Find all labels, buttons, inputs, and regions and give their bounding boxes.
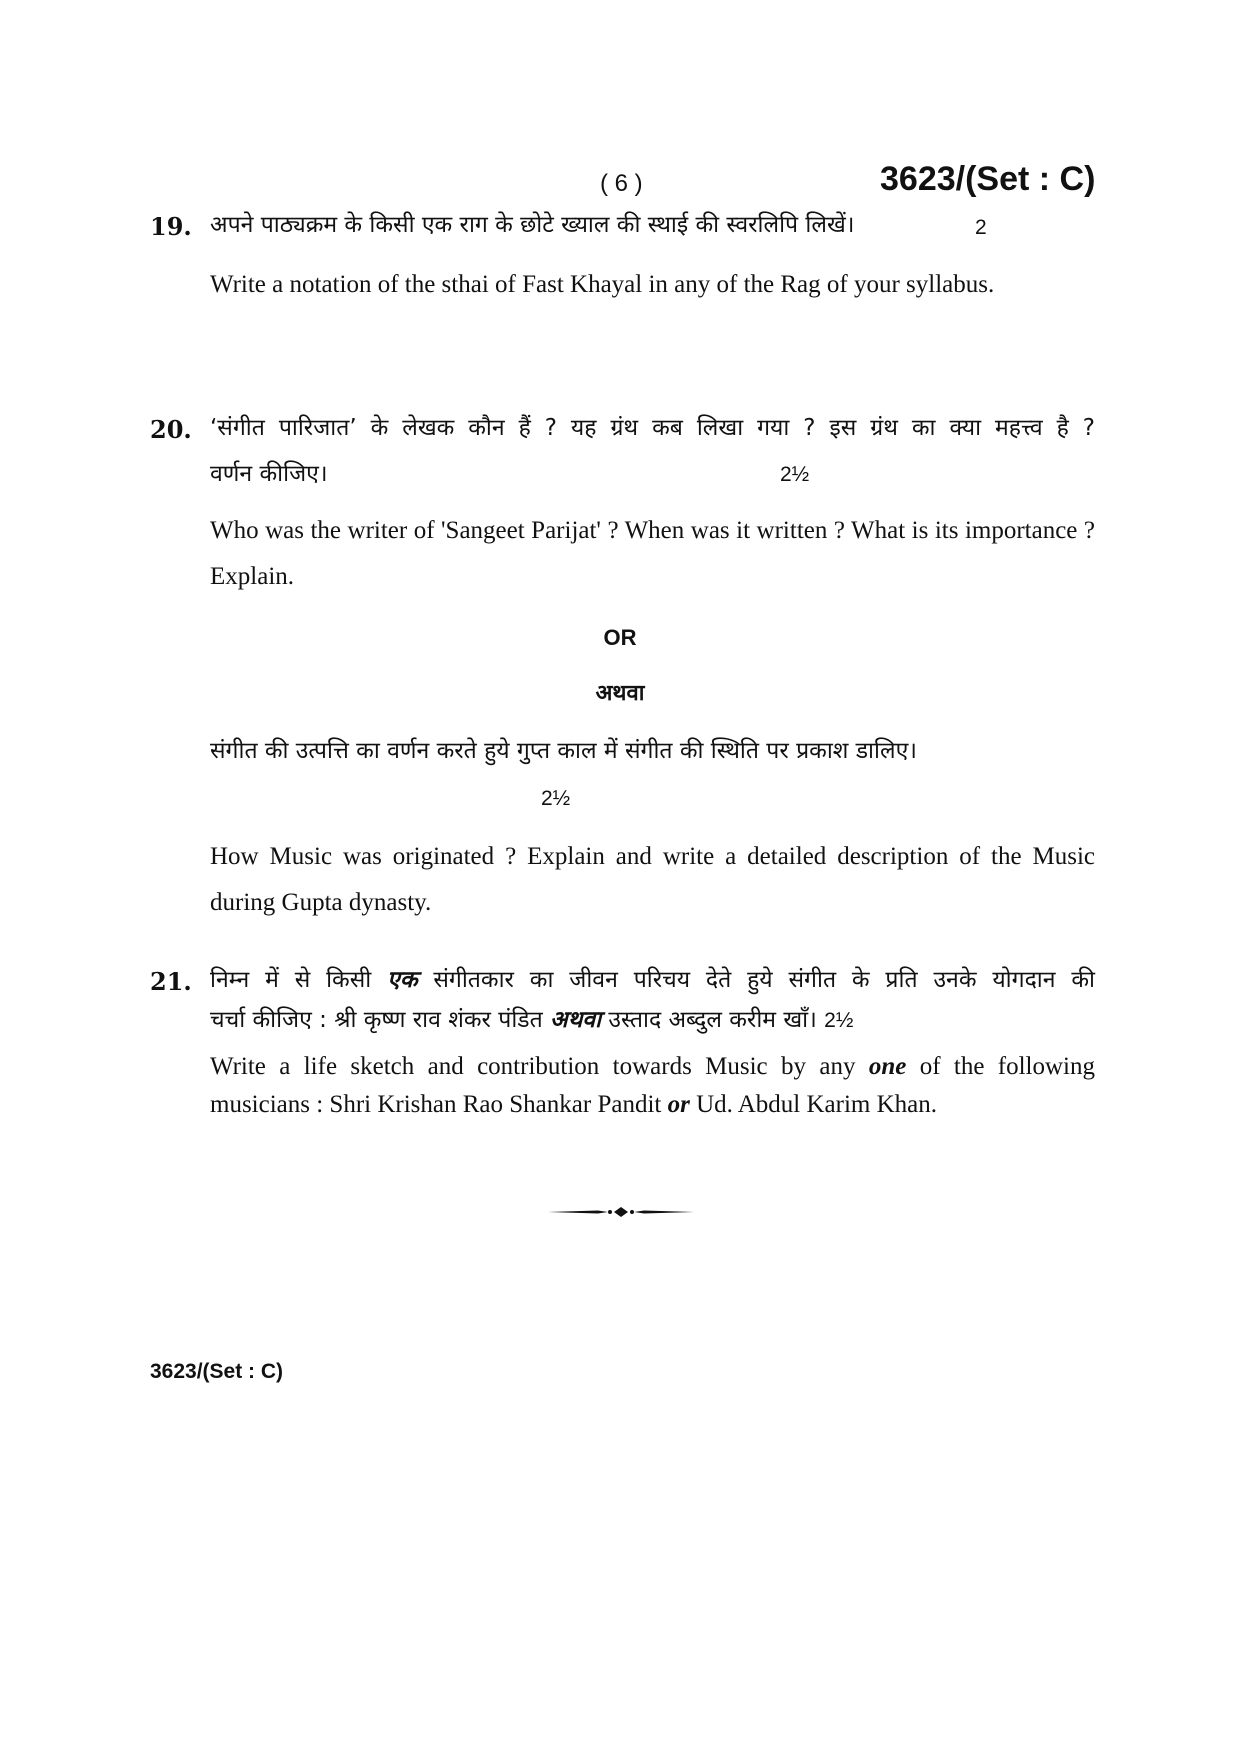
question-number-19: 19. [150, 212, 192, 241]
q20-marks: 2½ [780, 463, 810, 486]
q20-alt-hindi-text: संगीत की उत्पत्ति का वर्णन करते हुये गुप्त काल में संगीत की स्थिति पर प्रकाश डालिए। [210, 738, 917, 764]
end-of-section-ornament [548, 1205, 694, 1219]
q21-hindi-emphasis-one: एक [387, 967, 418, 993]
q20-english-text: Who was the writer of 'Sangeet Parijat' ? When was it written ? What is its importance ? Explain. [210, 517, 1095, 590]
paper-code-footer: 3623/(Set : C) [150, 1360, 284, 1383]
paper-code-header: 3623/(Set : C) [880, 160, 1096, 198]
question-number-21: 21. [150, 967, 192, 996]
q20-alt-english-text: How Music was originated ? Explain and write a detailed description of the Music during Gupta dynasty. [210, 843, 1095, 916]
q21-hindi-line-2: चर्चा कीजिए : श्री कृष्ण राव शंकर पंडित अथवा उस्ताद अब्दुल करीम खाँ। 2½ [210, 1007, 854, 1033]
q21-hindi-line-1: निम्न में से किसी एक संगीतकार का जीवन परिचय देते हुये संगीत के प्रति उनके योगदान की [210, 967, 1095, 993]
q20-hindi-line-1: ‘संगीत पारिजात’ के लेखक कौन हैं ? यह ग्रंथ कब लिखा गया ? इस ग्रंथ का क्या महत्त्व है ? [210, 415, 1095, 441]
q21-english-text: Write a life sketch and contribution towards Music by any one of the following musicians : Shri Krishan Rao Shankar Pandit or Ud. Abdul Karim Khan. [210, 1053, 1095, 1118]
question-number-20: 20. [150, 415, 192, 444]
or-label-hindi: अथवा [595, 681, 645, 706]
or-label-english: OR [603, 625, 637, 650]
q21-english-emphasis-one: one [868, 1053, 907, 1080]
page-number: ( 6 ) [600, 170, 643, 197]
q21-hindi-emphasis-or: अथवा [550, 1007, 602, 1033]
q20-alt-marks: 2½ [541, 787, 571, 810]
q19-english-text: Write a notation of the sthai of Fast Khayal in any of the Rag of your syllabus. [210, 271, 995, 298]
q21-english-emphasis-or: or [667, 1091, 690, 1118]
q19-marks: 2 [975, 216, 987, 239]
q19-hindi-text: अपने पाठ्यक्रम के किसी एक राग के छोटे ख्याल की स्थाई की स्वरलिपि लिखें। [210, 212, 855, 238]
q20-hindi-line-2: वर्णन कीजिए। [210, 461, 328, 487]
q21-marks: 2½ [824, 1009, 854, 1032]
